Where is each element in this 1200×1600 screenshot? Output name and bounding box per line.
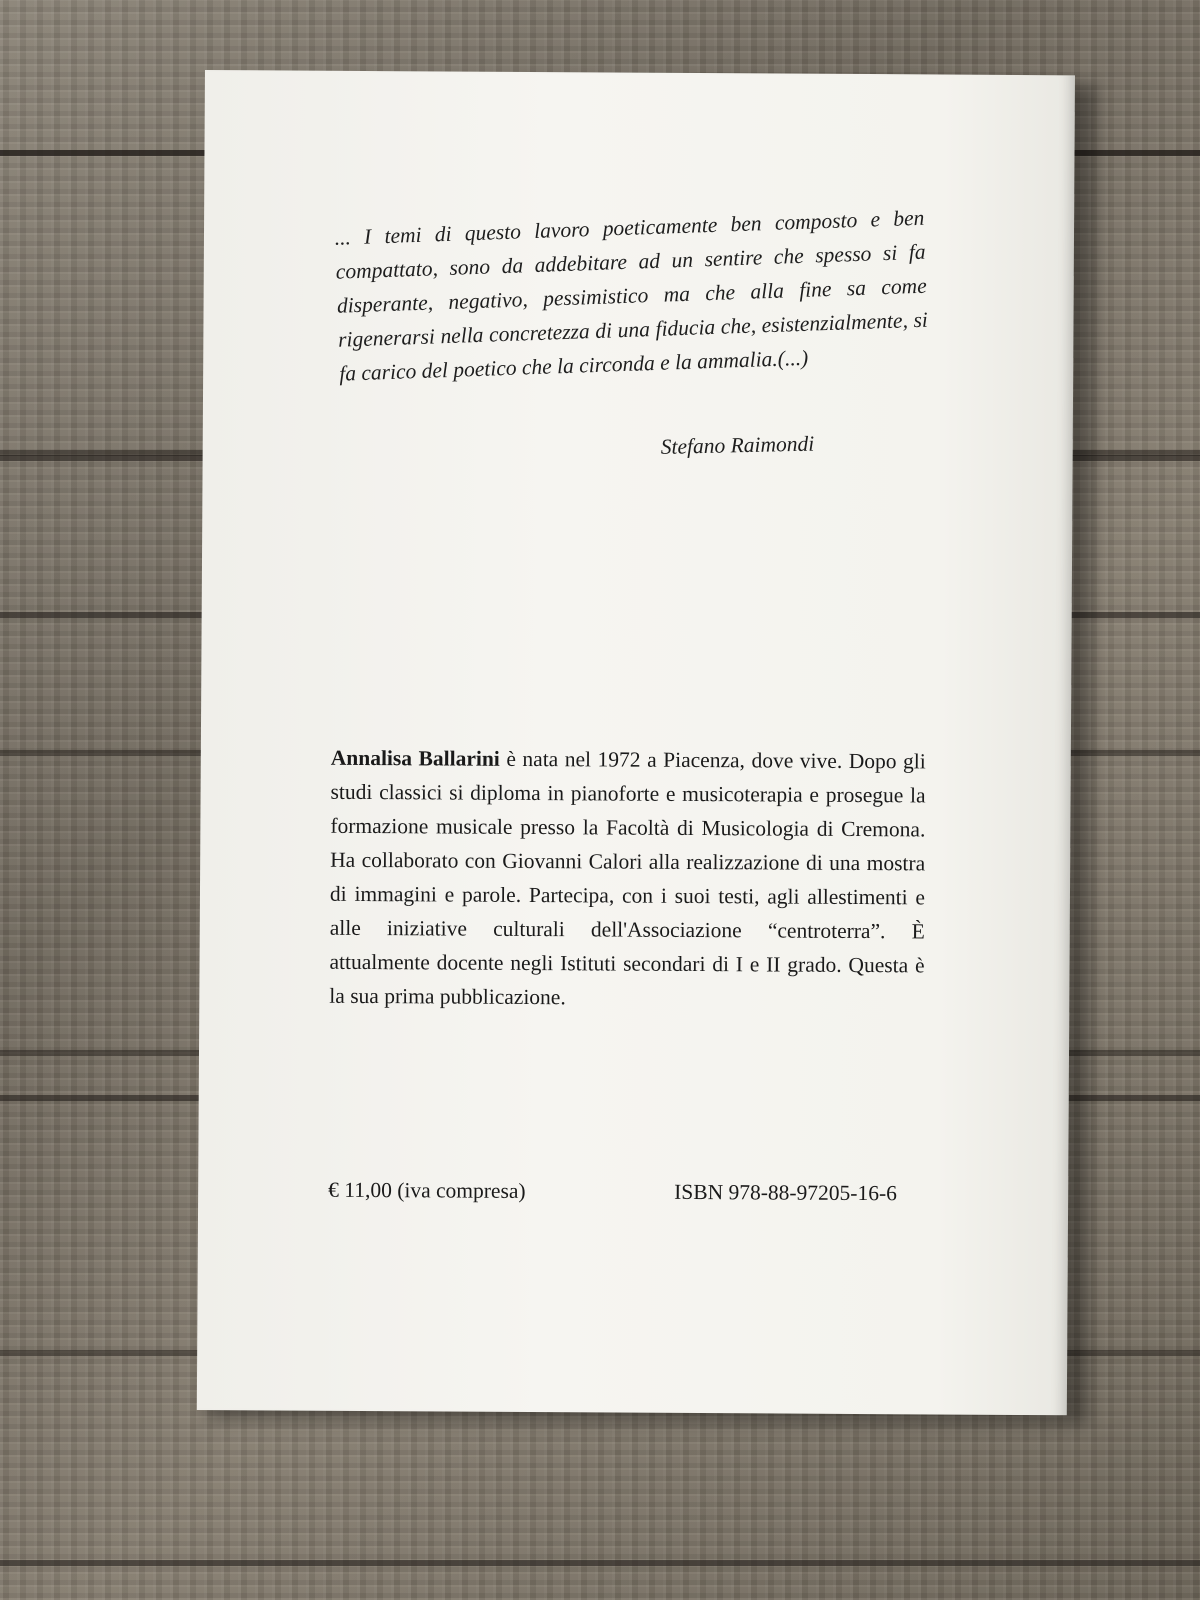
review-quote: ... I temi di questo lavoro poeticamente ben composto e ben compattato, sono da addebitare ad un sentire che spesso si fa disperante, negativo, pessimistico ma che alla fine sa come rigenerarsi nella concretezza di una fiducia che, esistenzialmente, si fa carico del poetico che la circonda e la ammalia.(...) — [334, 205, 929, 386]
wood-plank-seam — [0, 1560, 1200, 1566]
author-name: Annalisa Ballarini — [330, 745, 500, 771]
book-back-cover — [197, 70, 1075, 1415]
author-bio-text: è nata nel 1972 a Piacenza, dove vive. Dopo gli studi classici si diploma in pianoforte e musicoterapia e prosegue la formazione musicale presso la Facoltà di Musicologia di Cremona. Ha collaborato con Giovanni Calori alla realizzazione di una mostra di immagini e parole. Partecipa, con i suoi testi, agli allestimenti e alle iniziative culturali dell'Associazione “centroterra”. È attualmente docente negli Istituti secondari di I e II grado. Questa è la sua prima pubblicazione. — [329, 746, 926, 1010]
author-bio — [329, 741, 926, 1017]
isbn-label: ISBN 978-88-97205-16-6 — [674, 1179, 897, 1206]
quote-author: Stefano Raimondi — [660, 431, 815, 459]
price-label: € 11,00 (iva compresa) — [328, 1177, 526, 1203]
